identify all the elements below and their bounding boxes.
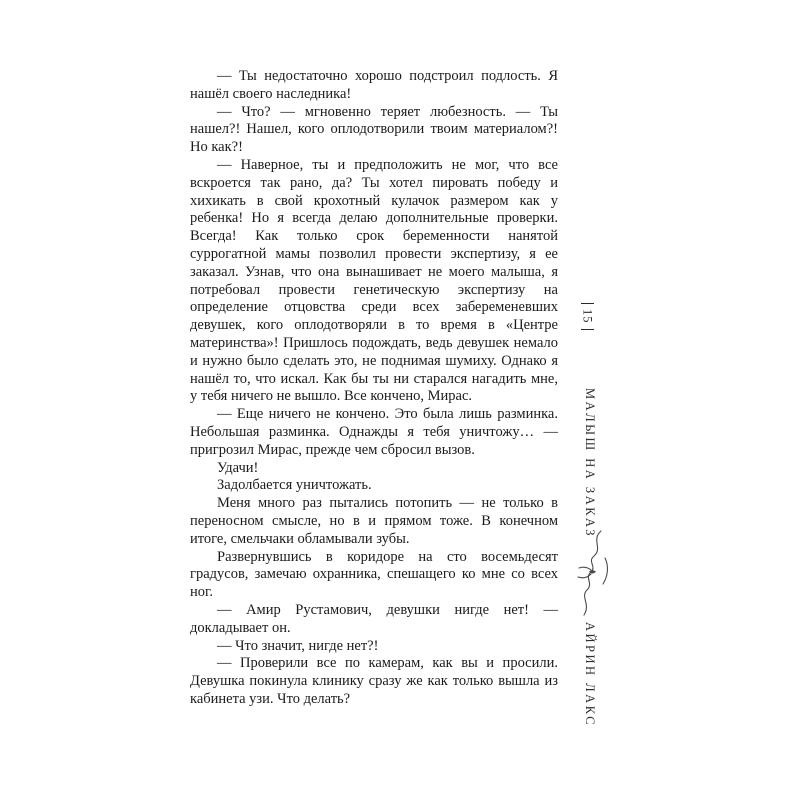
page-number: 15 [580, 309, 595, 324]
author-name-vertical: АЙРИН ЛАКС [583, 622, 597, 728]
paragraph: — Что? — мгновенно теряет любезность. — Ты нашел?! Нашел, кого оплодотворили твоим материалом?! Но как?! [190, 103, 558, 156]
paragraph: Задолбается уничтожать. [217, 477, 372, 494]
kiss-line-art-sketch-icon [565, 528, 615, 618]
body-text [190, 68, 558, 709]
paragraph: — Что значит, нигде нет?! [217, 637, 379, 654]
page-number-rule-bottom [581, 329, 594, 330]
page-number-block [577, 303, 597, 330]
paragraph: Меня много раз пытались потопить — не только в переносном смысле, но в и прямом тоже. В конечном итоге, смельчаки обламывали зубы. [190, 495, 558, 547]
paragraph: Развернувшись в коридоре на сто восемьдесят градусов, замечаю охранника, спешащего ко мне со всех ног. [190, 548, 558, 601]
paragraph: — Наверное, ты и предположить не мог, что все вскроется так рано, да? Ты хотел пировать победу и хихикать в свой крохотный кулачок размером как у ребенка! Но я всегда делаю дополнительные проверки. Всегда! Как только срок беременности нанятой суррогатной мамы позволил провести экспертизу, я ее заказал. Узнав, что она вынашивает не моего малыша, я потребовал провести генетическую экспертизу на определение отцовства среди всех забеременевших девушек, кого оплодотворяли в то время в «Центре материнства»! Пришлось подождать, ведь девушек немало и нужно было сделать это, не поднимая шумиху. Однако я нашёл то, что искал. Как бы ты ни старался нагадить мне, у тебя ничего не вышло. Все кончено, Мирас. [190, 156, 558, 405]
paragraph: — Еще ничего не кончено. Это была лишь разминка. Небольшая разминка. Однажды я тебя уничтожу… — пригрозил Мирас, прежде чем сбросил вызов. [190, 406, 558, 458]
paragraph: Удачи! [217, 459, 259, 476]
paragraph: — Амир Рустамович, девушки нигде нет! — докладывает он. [190, 601, 558, 636]
page-number-rule-top [581, 303, 594, 304]
paragraph: — Ты недостаточно хорошо подстроил подлость. Я нашёл своего наследника! [190, 68, 558, 102]
paragraph: — Проверили все по камерам, как вы и просили. Девушка покинула клинику сразу же как только вышла из кабинета узи. Что делать? [190, 655, 558, 707]
book-title-vertical: МАЛЫШ НА ЗАКАЗ [583, 388, 597, 539]
